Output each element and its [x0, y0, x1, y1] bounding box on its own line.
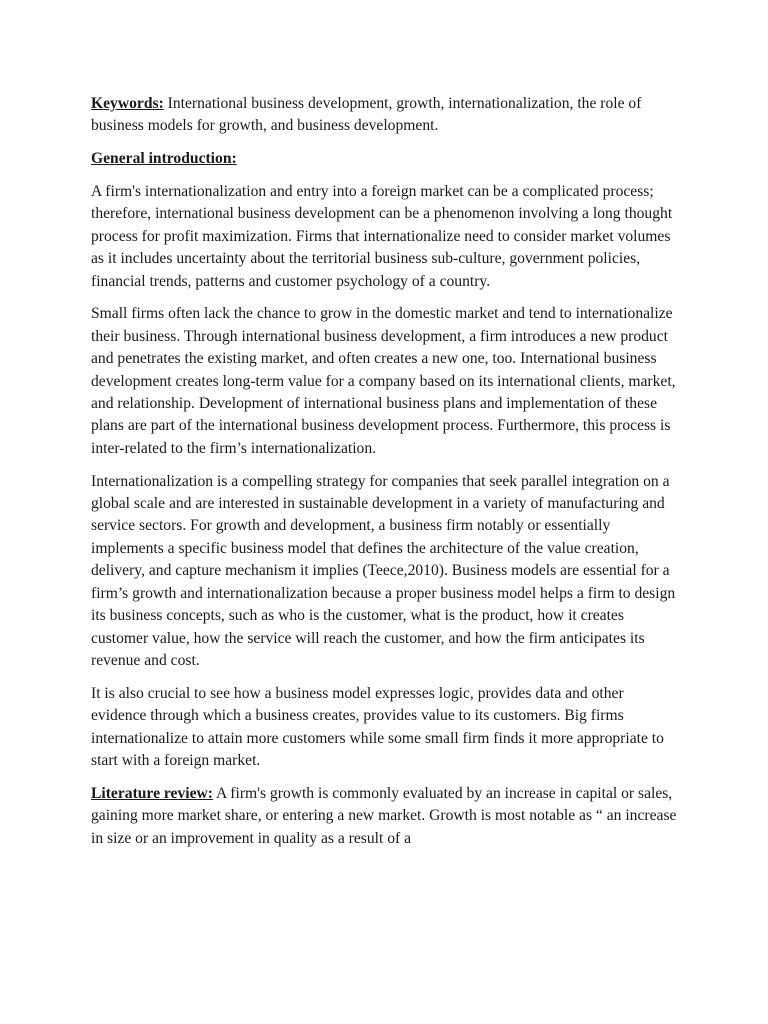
- literature-review-paragraph: [91, 783, 681, 850]
- keywords-paragraph: [91, 93, 681, 138]
- literature-review-label: Literature review:: [91, 784, 213, 802]
- intro-paragraph-4: It is also crucial to see how a business model expresses logic, provides data and other evidence through which a business creates, provides value to its customers. Big firms internationalize to attain more customers while some small firm finds it more appropriate to start with a foreign market.: [91, 684, 664, 769]
- literature-review-text: A firm's growth is commonly evaluated by an increase in capital or sales, gaining more market share, or entering a new market. Growth is most notable as “ an increase in size or an improvement in quality as a result of a: [91, 784, 677, 847]
- intro-paragraph-3: Internationalization is a compelling strategy for companies that seek parallel integration on a global scale and are interested in sustainable development in a variety of manufacturing and service sectors. For growth and development, a business firm notably or essentially implements a specific business model that defines the architecture of the value creation, delivery, and capture mechanism it implies (Teece,2010). Business models are essential for a firm’s growth and internationalization because a proper business model helps a firm to design its business concepts, such as who is the customer, what is the product, how it creates customer value, how the service will reach the customer, and how the firm anticipates its revenue and cost.: [91, 472, 676, 669]
- intro-paragraph-2: Small firms often lack the chance to grow in the domestic market and tend to internationalize their business. Through international business development, a firm introduces a new product and penetrates the existing market, and often creates a new one, too. International business development creates long-term value for a company based on its international clients, market, and relationship. Development of international business plans and implementation of these plans are part of the international business development process. Furthermore, this process is inter-related to the firm’s internationalization.: [91, 305, 676, 457]
- intro-paragraph-1: A firm's internationalization and entry into a foreign market can be a complicated process; therefore, international business development can be a phenomenon involving a long thought process for profit maximization. Firms that internationalize need to consider market volumes as it includes uncertainty about the territorial business sub-culture, government policies, financial trends, patterns and customer psychology of a country.: [91, 183, 673, 290]
- general-introduction-heading: General introduction:: [91, 150, 237, 168]
- keywords-text: International business development, growth, internationalization, the role of business models for growth, and business development.: [91, 95, 642, 135]
- document-body: [91, 93, 681, 860]
- keywords-label: Keywords:: [91, 95, 164, 112]
